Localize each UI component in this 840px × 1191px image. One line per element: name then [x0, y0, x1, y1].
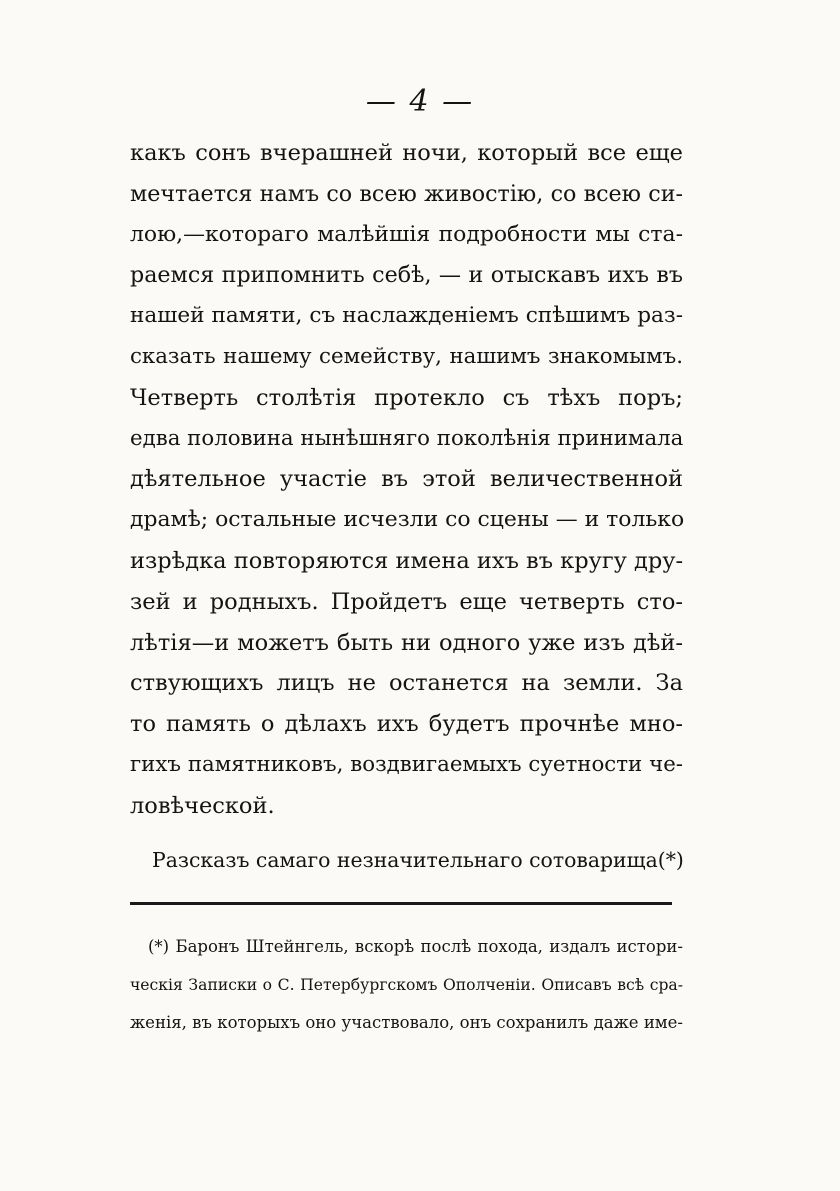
footnote-line: ческія Записки о С. Петербургскомъ Ополченіи. Описавъ всѣ сра-	[130, 976, 683, 994]
text-line: сказать нашему семейству, нашимъ знакомымъ.	[130, 343, 683, 369]
text-line: изрѣдка повторяются имена ихъ въ кругу дру-	[130, 547, 684, 574]
text-line: лою,—котораго малѣйшія подробности мы ста-	[130, 221, 683, 247]
text-line: Четверть столѣтія протекло съ тѣхъ поръ;	[130, 384, 683, 411]
text-line: дѣятельное участіе въ этой величественной	[130, 466, 683, 493]
text-line: драмѣ; остальные исчезли со сцены — и только	[130, 507, 685, 533]
footnote-line: (*) Баронъ Штейнгель, вскорѣ послѣ похода, издалъ истори-	[148, 937, 683, 956]
text-line: лѣтія—и можетъ быть ни одного уже изъ дѣй-	[130, 629, 683, 656]
text-line: ствующихъ лицъ не останется на земли. За	[130, 670, 683, 697]
paragraph-start: Разсказъ самаго незначительнаго сотоварища(*)	[152, 847, 684, 872]
text-line: мечтается намъ со всею живостію, со всею си-	[130, 180, 683, 207]
text-line: то память о дѣлахъ ихъ будетъ прочнѣе мно-	[130, 711, 683, 738]
text-line: зей и родныхъ. Пройдетъ еще четверть сто-	[130, 588, 683, 615]
page-number: — 4 —	[365, 84, 475, 119]
footnote	[130, 928, 683, 1042]
body-text	[130, 133, 683, 880]
text-line: какъ сонъ вчерашней ночи, который все еще	[130, 140, 683, 166]
text-line: раемся припомнить себѣ, — и отыскавъ ихъ въ	[130, 262, 683, 289]
text-line: нашей памяти, съ наслажденіемъ спѣшимъ раз-	[130, 303, 683, 329]
text-line: ловѣческой.	[130, 792, 275, 819]
footnote-divider	[130, 902, 672, 905]
text-line: гихъ памятниковъ, воздвигаемыхъ суетности че-	[130, 751, 683, 777]
text-line: едва половина нынѣшняго поколѣнія принимала	[130, 425, 684, 451]
footnote-line: женія, въ которыхъ оно участвовало, онъ сохранилъ даже име-	[130, 1013, 683, 1032]
